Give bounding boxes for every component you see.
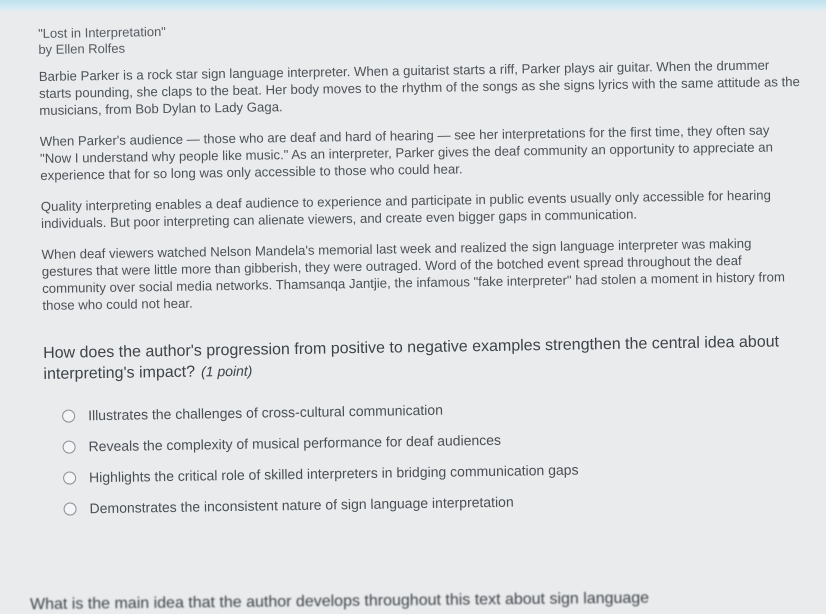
answer-option-1[interactable] [62, 393, 806, 427]
quiz-content [38, 14, 808, 529]
passage-author: by Ellen Rolfes [38, 40, 126, 57]
answer-option-label: Illustrates the challenges of cross-cultural communication [87, 401, 444, 424]
passage-paragraph: Barbie Parker is a rock star sign language interpreter. When a guitarist starts a riff, Parker plays air guitar. When the drummer starts pounding, she claps to the beat. Her body moves to the rhythm of the songs as she signs lyrics with the same attitude as the musicians, from Bob Dylan to Lady Gaga. [38, 57, 800, 118]
passage-paragraph: When deaf viewers watched Nelson Mandela's memorial last week and realized the sign language interpreter was making gestures that were little more than gibberish, they were outraged. Word of the botched event spread throughout the deaf community over social media networks. Thamsanqa Jantjie, the infamous "fake interpreter" had stolen a moment in history from those who could not hear. [41, 235, 785, 313]
passage-paragraph: When Parker's audience — those who are deaf and hard of hearing — see her interpretations for the first time, they often say "Now I understand why people like music." As an interpreter, Parker gives the deaf community an opportunity to appreciate an experience that for so long was only accessible to those who could hear. [39, 122, 773, 183]
passage-paragraph: Quality interpreting enables a deaf audience to experience and participate in public events usually only accessible for hearing individuals. But poor interpreting can alienate viewers, and create even bigger gaps in communication. [40, 187, 772, 231]
answer-option-label: Highlights the critical role of skilled interpreters in bridging communication gaps [88, 461, 579, 486]
question-points: (1 point) [200, 362, 253, 380]
answer-option-3[interactable] [63, 455, 807, 489]
answer-option-label: Reveals the complexity of musical performance for deaf audiences [88, 431, 502, 455]
passage-title: "Lost in Interpretation" [38, 23, 166, 41]
top-accent-bar [0, 0, 826, 12]
question-text: How does the author's progression from positive to negative examples strengthen the central idea about interpreting's impact? [43, 333, 780, 383]
radio-button-icon[interactable] [63, 471, 76, 484]
answer-option-4[interactable] [63, 486, 807, 520]
answer-options [62, 393, 808, 520]
radio-button-icon[interactable] [62, 409, 75, 422]
next-question-prompt: What is the main idea that the author develops throughout this text about sign language [29, 589, 650, 614]
answer-option-2[interactable] [62, 424, 806, 458]
radio-button-icon[interactable] [63, 502, 76, 515]
answer-option-label: Demonstrates the inconsistent nature of sign language interpretation [89, 493, 514, 517]
question-prompt [43, 332, 806, 385]
radio-button-icon[interactable] [63, 440, 76, 453]
